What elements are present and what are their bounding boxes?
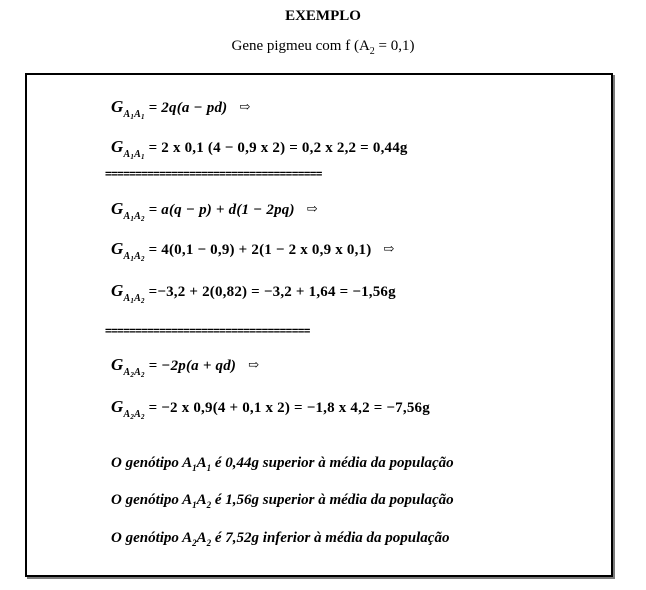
subtitle-subscript: 2 bbox=[369, 46, 375, 57]
arrow-right-icon: ⇨ bbox=[306, 201, 318, 216]
separator-line-1: ==================================== bbox=[105, 167, 322, 180]
genotypic-value-symbol: $G_{A_1A_2}$ bbox=[111, 239, 145, 263]
genotypic-value-symbol: $G_{A_1A_2}$ bbox=[111, 281, 145, 305]
arrow-right-icon: ⇨ bbox=[239, 99, 251, 114]
conclusion-line-3: O genótipo $A_2A_2$ é 7,52g inferior à média da população bbox=[111, 530, 450, 548]
genotypic-value-symbol: $G_{A_1A_2}$ bbox=[111, 199, 145, 223]
equation-rhs: = −2 x 0,9(4 + 0,1 x 2) = −1,8 x 4,2 = −7,56g bbox=[148, 400, 430, 416]
conclusion-line-1: O genótipo $A_1A_1$ é 0,44g superior à média da população bbox=[111, 455, 454, 473]
equation-rhs: = 2 x 0,1 (4 − 0,9 x 2) = 0,2 x 2,2 = 0,44g bbox=[148, 140, 408, 156]
equation-line-1 bbox=[111, 97, 250, 121]
equation-rhs: = 4(0,1 − 0,9) + 2(1 − 2 x 0,9 x 0,1) bbox=[148, 242, 372, 258]
equation-line-3 bbox=[111, 199, 318, 223]
separator-line-2: ================================== bbox=[105, 324, 310, 337]
equation-line-4 bbox=[111, 239, 394, 263]
arrow-right-icon: ⇨ bbox=[248, 357, 260, 372]
equation-rhs: =−3,2 + 2(0,82) = −3,2 + 1,64 = −1,56g bbox=[148, 284, 396, 300]
equation-line-7 bbox=[111, 397, 430, 421]
subtitle-prefix: Gene pigmeu com f (A bbox=[231, 38, 370, 54]
genotypic-value-symbol: $G_{A_1A_1}$ bbox=[111, 137, 145, 161]
example-box bbox=[25, 73, 613, 577]
genotypic-value-symbol: $G_{A_2A_2}$ bbox=[111, 355, 145, 379]
subtitle-suffix: = 0,1) bbox=[374, 38, 415, 54]
subtitle bbox=[0, 38, 646, 57]
genotypic-value-symbol: $G_{A_2A_2}$ bbox=[111, 397, 145, 421]
equation-rhs: = −2p(a + qd) bbox=[148, 358, 237, 374]
page-heading: EXEMPLO bbox=[285, 8, 361, 24]
genotypic-value-symbol: $G_{A_1A_1}$ bbox=[111, 97, 145, 121]
equation-line-5 bbox=[111, 281, 396, 305]
equation-rhs: = 2q(a − pd) bbox=[148, 100, 228, 116]
equation-line-6 bbox=[111, 355, 259, 379]
conclusion-line-2: O genótipo $A_1A_2$ é 1,56g superior à média da população bbox=[111, 492, 454, 510]
equation-rhs: = a(q − p) + d(1 − 2pq) bbox=[148, 202, 295, 218]
equation-line-2 bbox=[111, 137, 408, 161]
arrow-right-icon: ⇨ bbox=[383, 241, 395, 256]
